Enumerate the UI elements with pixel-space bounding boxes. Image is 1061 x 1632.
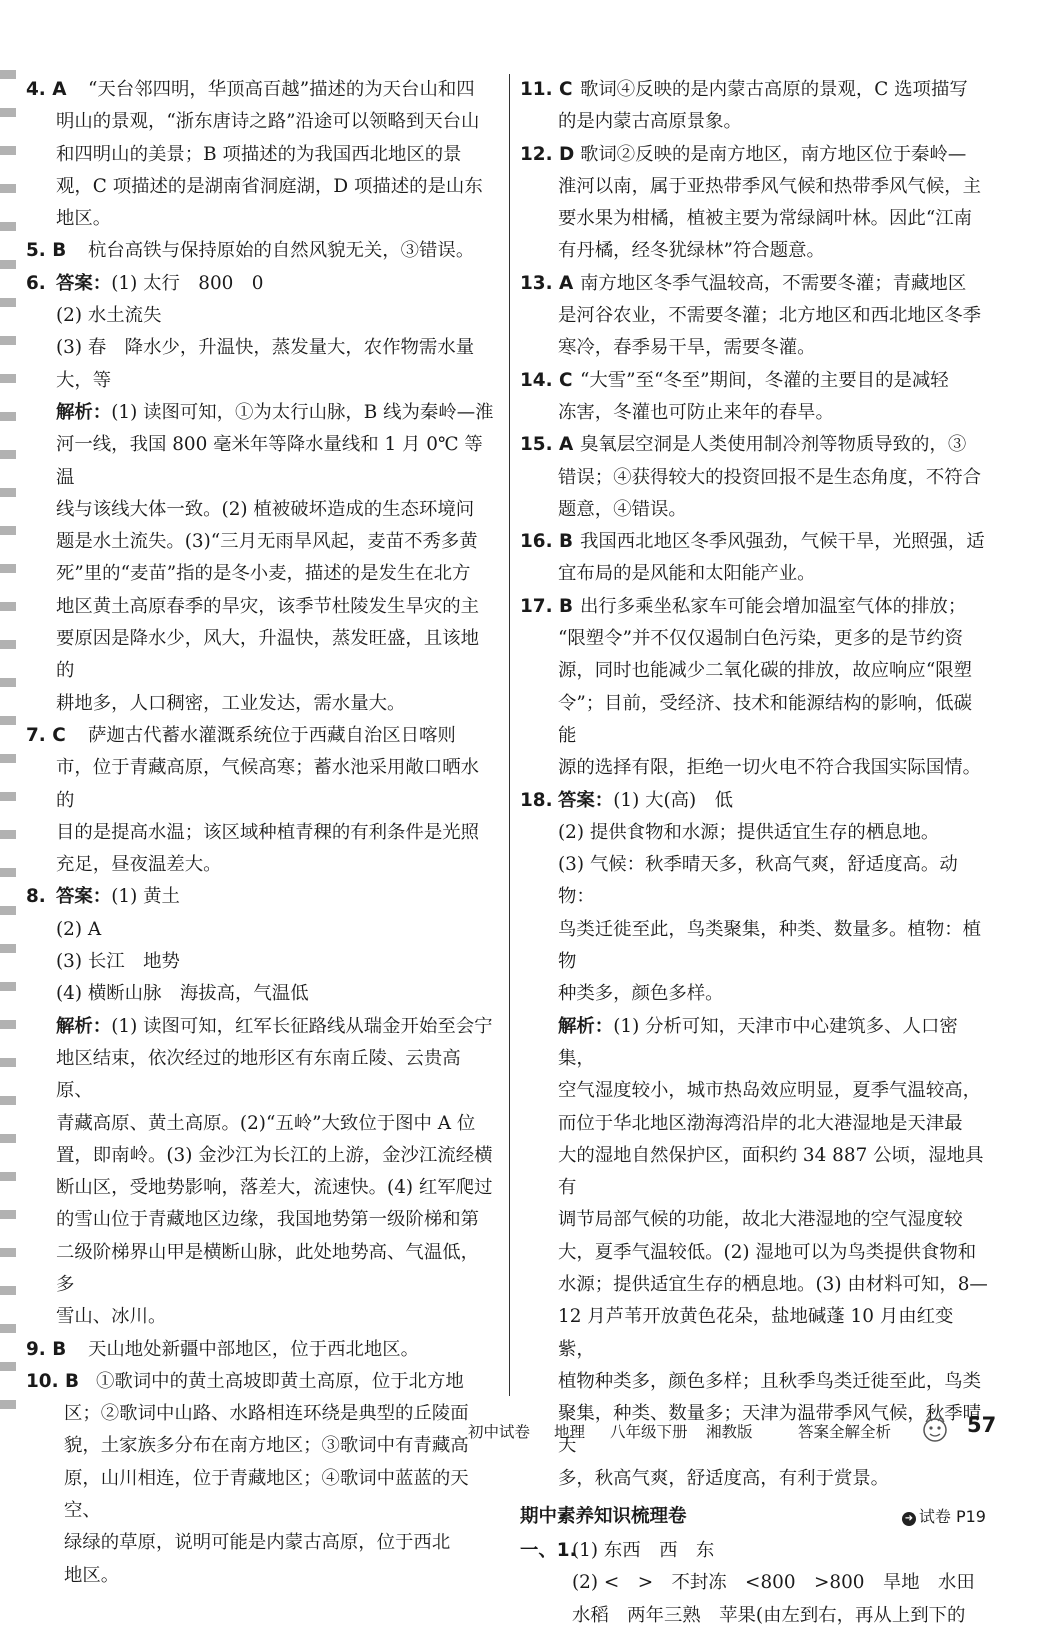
- answer-item-16: 16. B 我国西北地区冬季风强劲，气候干旱，光照强，适 宜布局的是风能和太阳能产业。: [520, 531, 985, 585]
- answer-item-18: 18. 答案：(1) 大(高) 低 (2) 提供食物和水源；提供适宜生存的栖息地。 (3) 气候：秋季晴天多，秋高气爽，舒适度高。动物： 鸟类迁徙至此，鸟类聚集，种类、数量多。植物：植物 种类多，颜色多样。 解析：(1) 分析可知，天津市中心建筑多、人口密集， 空气湿度较小，城市热岛效应明显，夏季气温较高， 而位于华北地区渤海湾沿岸的北大港湿地是天津最 大的湿地自然保护区，面积约 34 887 公顷，湿地具有 调节局部气候的功能，故北大港湿地的空气湿度较 大，夏季气温较低。(2) 湿地可以为鸟类提供食物和 水源；提供适宜生存的栖息地。(3) 由材料可知，8— 12 月芦苇开放黄色花朵，盐地碱蓬 10 月由红变紫， 植物种类多，颜色多样；且秋季鸟类迁徙至此，鸟类 聚集，种类、数量多；天津为温带季风气候，秋季晴天 多，秋高气爽，舒适度高，有利于赏景。: [520, 785, 990, 1496]
- section-title: 期中素养知识梳理卷: [520, 1506, 687, 1528]
- explanation: “天台邻四明，华顶高百越”描述的为天台山和四: [88, 79, 475, 100]
- answer-item-9: 9. B 天山地处新疆中部地区，位于西北地区。: [26, 1338, 420, 1360]
- answer-item-15: 15. A 臭氧层空洞是人类使用制冷剂等物质导致的，③ 错误；④获得较大的投资回报不是生态角度，不符合 题意，④错误。: [520, 434, 981, 520]
- answer-item-8: 8. 答案：(1) 黄土 (2) A (3) 长江 地势 (4) 横断山脉 海拔高，气温低 解析：(1) 读图可知，红军长征路线从瑞金开始至会宁 地区结束，依次经过的地形区有东南丘陵、云贵高原、 青藏高原、黄土高原。(2)“五岭”大致位于图中 A 位 置，即南岭。(3) 金沙江为长江的上游，金沙江流经横 断山区，受地势影响，落差大，流速快。(4) 红军爬过 的雪山位于青藏地区边缘，我国地势第一级阶梯和第 二级阶梯界山甲是横断山脉，此处地势高、气温低，多 雪山、冰川。: [26, 881, 496, 1333]
- analysis: 解析：(1) 读图可知，①为太行山脉，B 线为秦岭—淮: [56, 401, 494, 423]
- analysis: 解析：(1) 分析可知，天津市中心建筑多、人口密集，: [558, 1015, 958, 1069]
- answer-item-11: 11. C 歌词④反映的是内蒙古高原的景观，C 选项描写 的是内蒙古高原景象。: [520, 79, 968, 133]
- arrow-icon: ➜: [902, 1512, 916, 1526]
- test-page-reference: ➜ 试卷 P19: [902, 1501, 986, 1533]
- binding-margin-marks: [0, 70, 16, 1410]
- answer-item-17: 17. B 出行多乘坐私家车可能会增加温室气体的排放； “限塑令”并不仅仅遏制白色污染，更多的是节约资 源，同时也能减少二氧化碳的排放，故应响应“限塑 令”；目前，受经济、技术和能源结构的影响，低碳能 源的选择有限，拒绝一切火电不符合我国实际国情。: [520, 595, 981, 779]
- mascot-icon: [918, 1414, 952, 1444]
- column-divider: [509, 74, 510, 1396]
- right-column: [520, 74, 990, 1632]
- left-column: [26, 74, 496, 1592]
- answer-item-7: 7. C 萨迦古代蓄水灌溉系统位于西藏自治区日喀则 市，位于青藏高原，气候高寒；蓄水池采用敞口晒水的 目的是提高水温；该区域种植青稞的有利条件是光照 充足，昼夜温差大。: [26, 724, 479, 876]
- answer-item-5: 5. B 杭台高铁与保持原始的自然风貌无关，③错误。: [26, 240, 475, 262]
- analysis: 解析：(1) 读图可知，红军长征路线从瑞金开始至会宁: [56, 1015, 493, 1037]
- page-footer: 初中试卷 地理 八年级下册 湘教版 答案全解全析: [468, 1423, 892, 1441]
- answer-item-s1: 一、1. (1) 东西 西 东 (2) < > 不封冻 <800 >800 旱地 水田 水稻 两年三熟 苹果(由左到右，再从上到下的: [520, 1540, 975, 1626]
- answer-item-4: 4. A “天台邻四明，华顶高百越”描述的为天台山和四 明山的景观，“浙东唐诗之路”沿途可以领略到天台山 和四明山的美景；B 项描述的为我国西北地区的景 观，C 项描述的是湖南省洞庭湖，D 项描述的是山东 地区。: [26, 74, 496, 235]
- answer-item-13: 13. A 南方地区冬季气温较高，不需要冬灌；青藏地区 是河谷农业，不需要冬灌；北方地区和西北地区冬季 寒冷，春季易干旱，需要冬灌。: [520, 272, 981, 359]
- section-heading: [520, 1501, 990, 1535]
- answer-item-14: 14. C “大雪”至“冬至”期间，冬灌的主要目的是减轻 冻害，冬灌也可防止来年的春旱。: [520, 369, 949, 423]
- page-number: 57: [967, 1413, 997, 1437]
- answer-item-12: 12. D 歌词②反映的是南方地区，南方地区位于秦岭— 淮河以南，属于亚热带季风气候和热带季风气候，主 要水果为柑橘，植被主要为常绿阔叶林。因此“江南 有丹橘，经冬犹绿林”符合题意。: [520, 143, 981, 262]
- answer-item-10: 10. B ①歌词中的黄土高坡即黄土高原，位于北方地 区；②歌词中山路、水路相连环绕是典型的丘陵面 貌，土家族多分布在南方地区；③歌词中有青藏高 原，山川相连，位于青藏地区；④歌词中蓝蓝的天空、 绿绿的草原，说明可能是内蒙古高原，位于西北 地区。: [26, 1370, 469, 1586]
- answer-item-6: 6. 答案：(1) 太行 800 0 (2) 水土流失 (3) 春 降水少，升温快，蒸发量大，农作物需水量 大，等 解析：(1) 读图可知，①为太行山脉，B 线为秦岭—淮 河一线，我国 800 毫米年等降水量线和 1 月 0℃ 等温 线与该线大体一致。(2) 植被破坏造成的生态环境问 题是水土流失。(3)“三月无雨旱风起，麦苗不秀多黄 死”里的“麦苗”指的是冬小麦，描述的是发生在北方 地区黄土高原春季的旱灾，该季节杜陵发生旱灾的主 要原因是降水少，风大，升温快，蒸发旺盛，且该地的 耕地多，人口稠密，工业发达，需水量大。: [26, 268, 496, 720]
